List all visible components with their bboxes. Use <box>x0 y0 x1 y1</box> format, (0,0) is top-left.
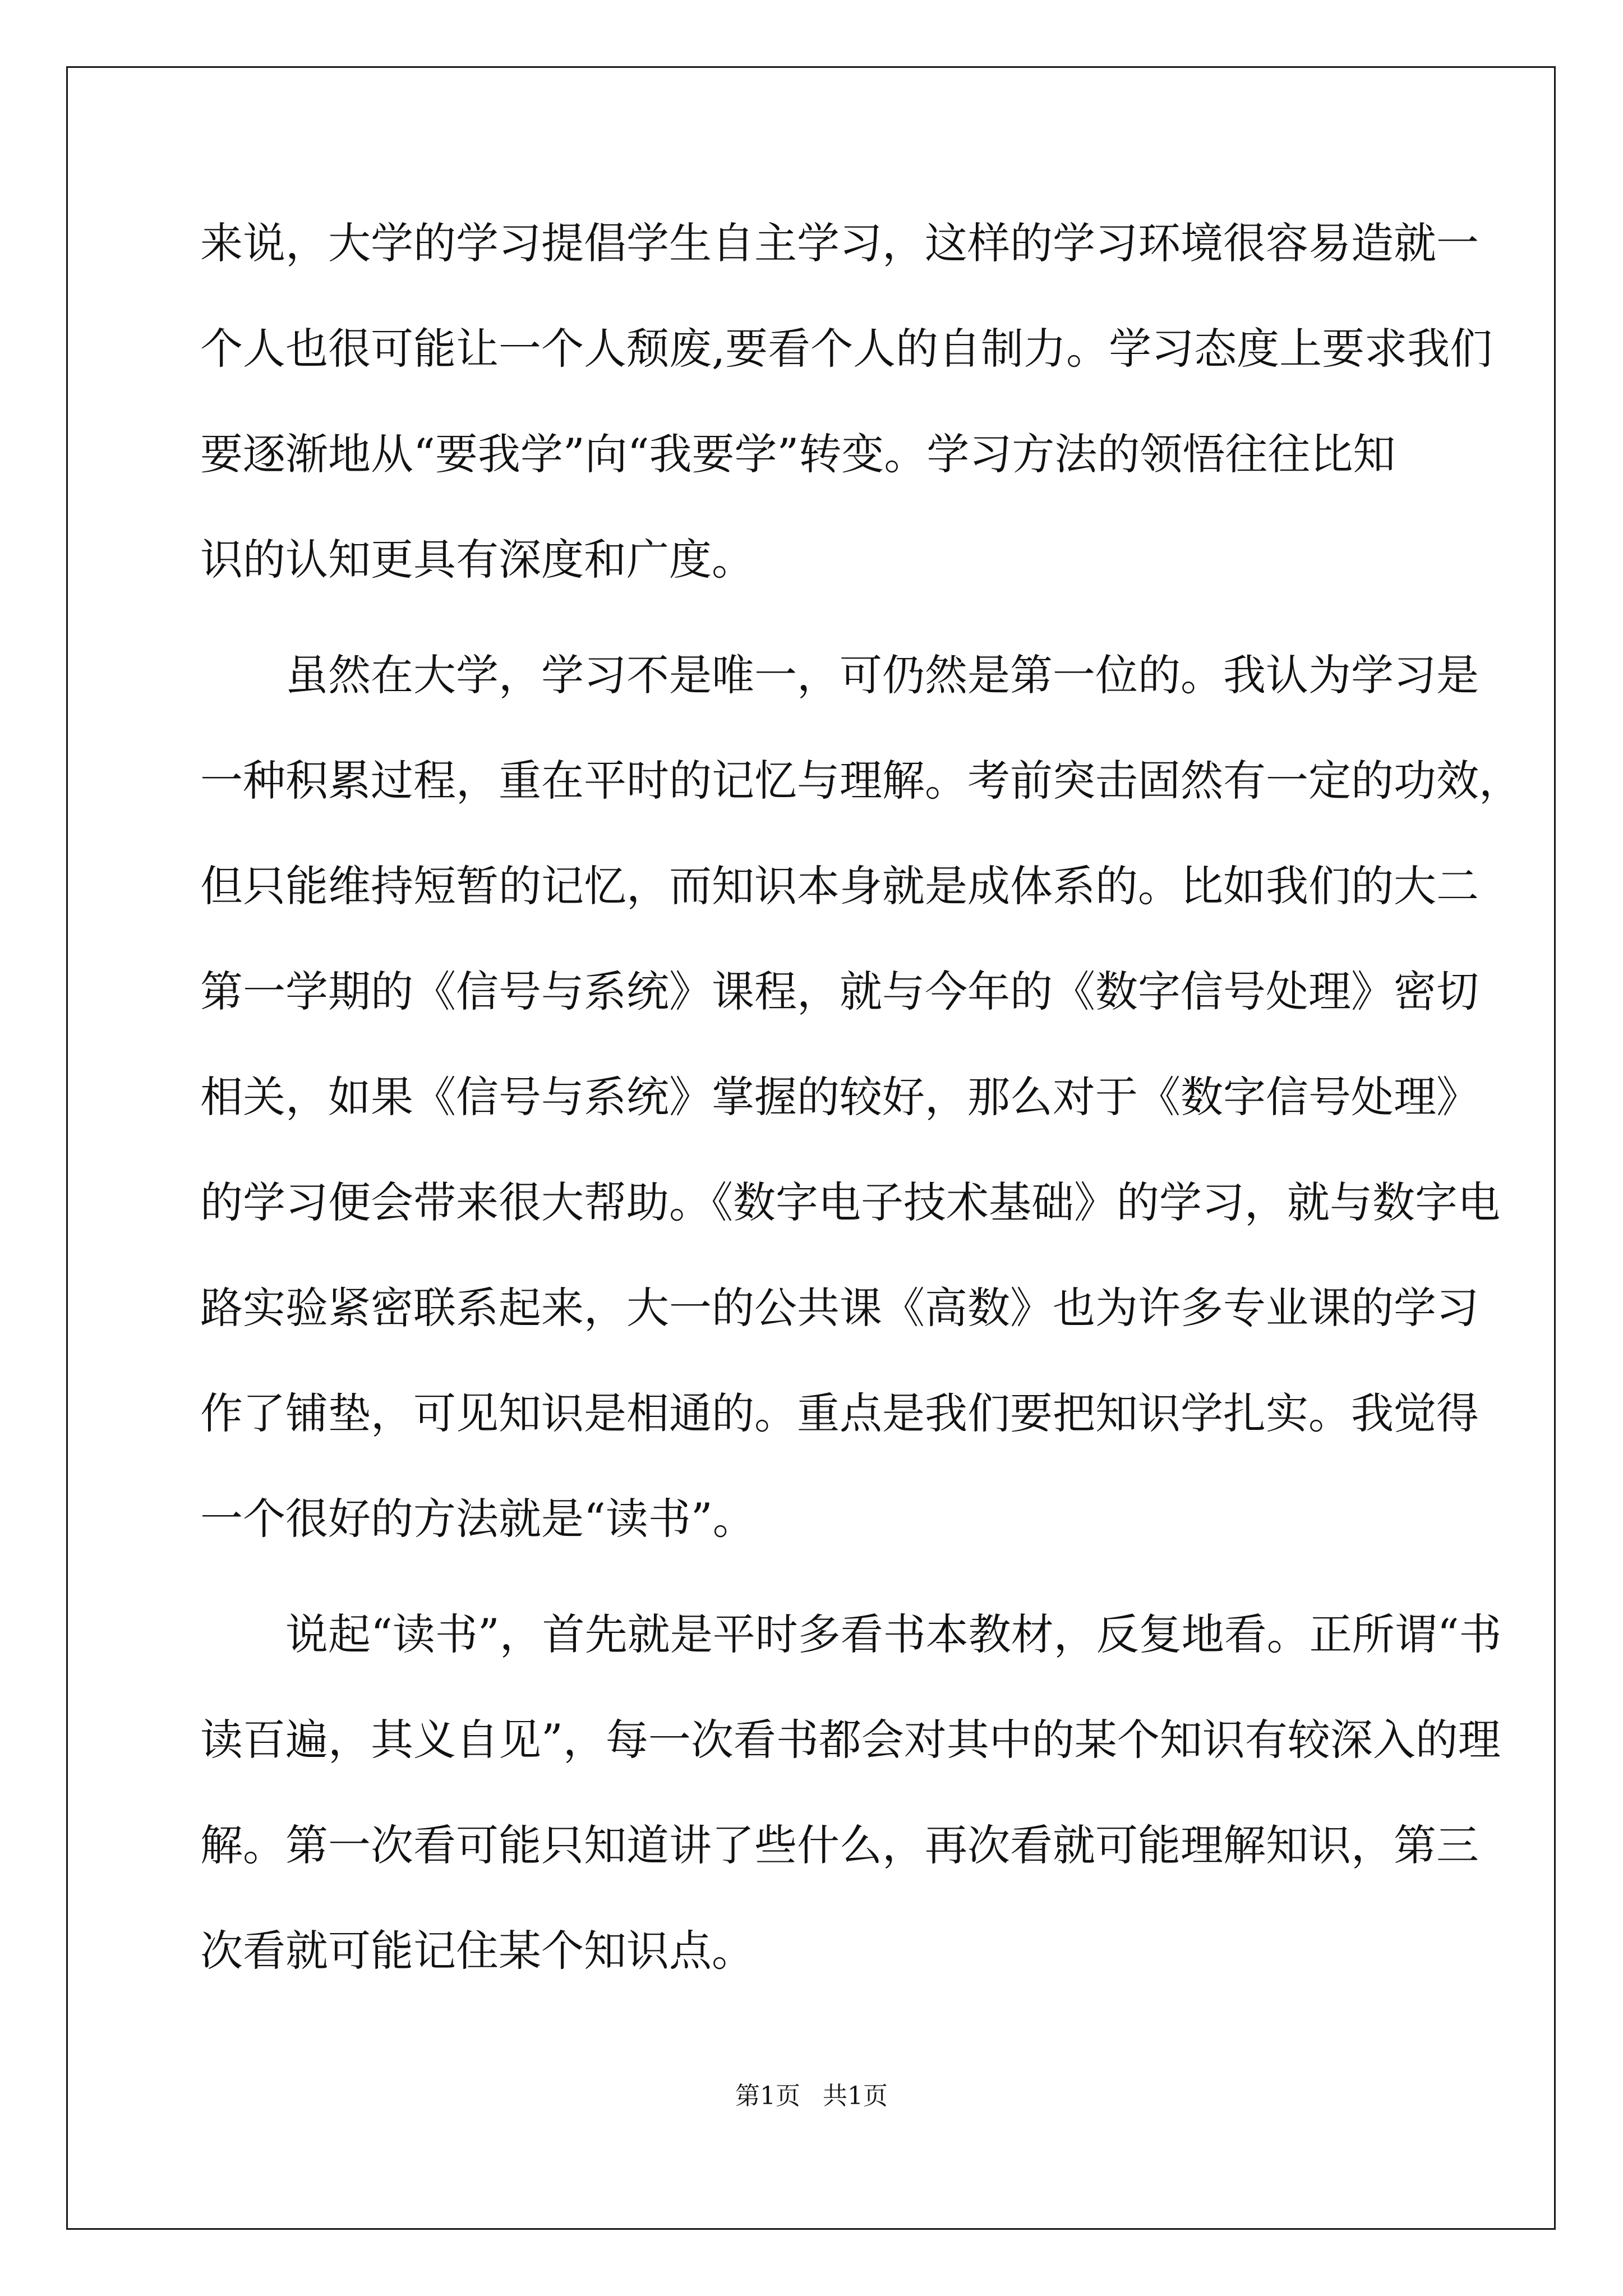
text-line: 一种积累过程，重在平时的记忆与理解。考前突击固然有一定的功效， <box>200 756 1521 806</box>
text-line: 第一学期的《信号与系统》课程，就与今年的《数字信号处理》密切 <box>200 967 1479 1016</box>
text-line: 路实验紧密联系起来，大一的公共课《高数》也为许多专业课的学习 <box>200 1283 1479 1333</box>
total-pages: 共1页 <box>823 2082 888 2110</box>
text-line: 但只能维持短暂的记忆，而知识本身就是成体系的。比如我们的大二 <box>200 861 1479 911</box>
page-number: 第1页 <box>735 2082 800 2110</box>
paragraph-3 <box>200 1582 1502 2004</box>
text-line: 来说，大学的学习提倡学生自主学习，这样的学习环境很容易造就一 <box>200 218 1479 268</box>
text-line: 说起“读书”，首先就是平时多看书本教材，反复地看。正所谓“书 <box>200 1609 1502 1659</box>
paragraph-spacing <box>200 1572 1456 1582</box>
text-line: 一个很好的方法就是“读书”。 <box>200 1494 755 1544</box>
text-line: 解。第一次看可能只知道讲了些什么，再次看就可能理解知识，第三 <box>200 1820 1479 1870</box>
paragraph-1 <box>200 191 1493 613</box>
text-line: 读百遍，其义自见”，每一次看书都会对其中的某个知识有较深入的理 <box>200 1715 1501 1765</box>
text-line: 相关，如果《信号与系统》掌握的较好，那么对于《数字信号处理》 <box>200 1072 1479 1122</box>
document-body <box>200 191 1521 2004</box>
text-line: 识的认知更具有深度和广度。 <box>200 535 754 585</box>
text-line: 的学习便会带来很大帮助。《数字电子技术基础》的学习，就与数字电 <box>200 1177 1500 1227</box>
text-line: 个人也很可能让一个人颓废,要看个人的自制力。学习态度上要求我们 <box>200 324 1493 374</box>
text-line: 虽然在大学，学习不是唯一，可仍然是第一位的。我认为学习是 <box>200 650 1479 700</box>
paragraph-2 <box>200 623 1521 1572</box>
text-line: 次看就可能记住某个知识点。 <box>200 1926 754 1976</box>
text-line: 作了铺垫，可见知识是相通的。重点是我们要把知识学扎实。我觉得 <box>200 1388 1479 1438</box>
paragraph-spacing <box>200 613 1456 623</box>
page-footer <box>0 2076 1623 2111</box>
text-line: 要逐渐地从“要我学”向“我要学”转变。学习方法的领悟往往比知 <box>200 429 1396 479</box>
